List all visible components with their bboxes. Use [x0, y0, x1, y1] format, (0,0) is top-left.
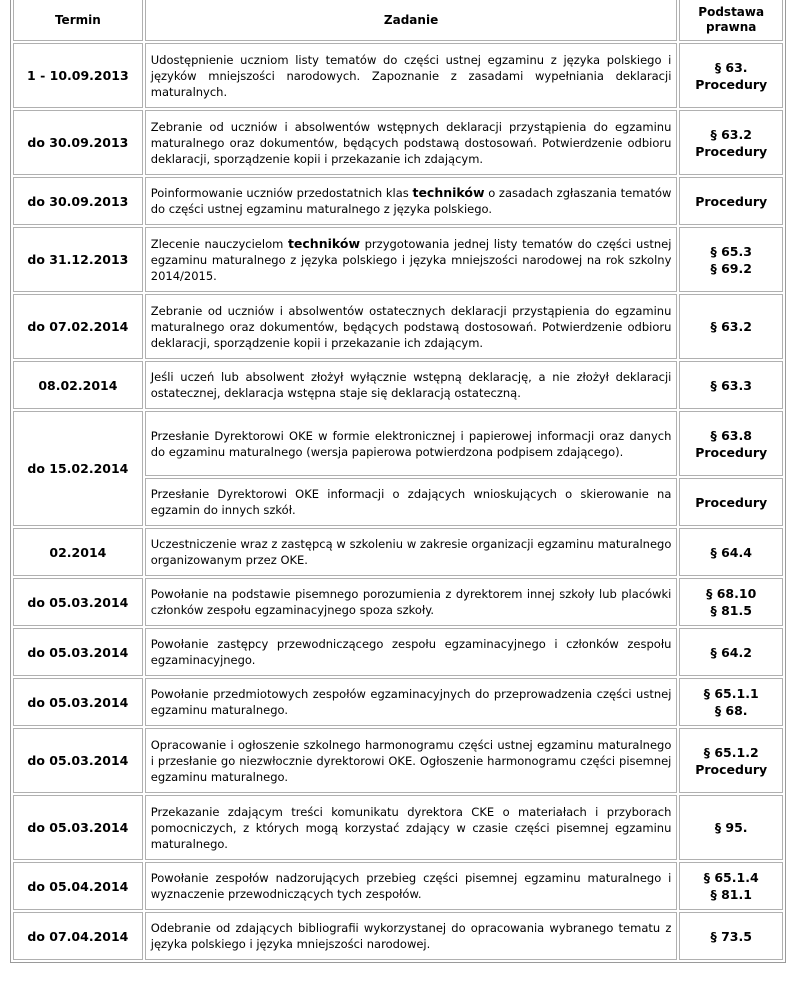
legal-cell	[679, 478, 783, 526]
task-cell: Powołanie przedmiotowych zespołów egzaminacyjnych do przeprowadzenia części ustnej egzaminu maturalnego.	[145, 678, 678, 726]
term-cell: do 15.02.2014	[13, 411, 143, 526]
table-row	[13, 110, 783, 175]
table-row	[13, 912, 783, 960]
legal-cell	[679, 361, 783, 409]
header-podstawa	[679, 0, 783, 41]
legal-cell	[679, 678, 783, 726]
table-row	[13, 578, 783, 626]
legal-ref: § 64.2	[710, 644, 752, 660]
term-cell: do 05.03.2014	[13, 628, 143, 676]
legal-ref: Procedury	[695, 76, 768, 92]
legal-cell	[679, 43, 783, 108]
table-row	[13, 862, 783, 910]
legal-ref: § 63.8	[710, 427, 752, 443]
table-row	[13, 177, 783, 225]
legal-cell	[679, 528, 783, 576]
term-cell: do 07.04.2014	[13, 912, 143, 960]
legal-cell	[679, 578, 783, 626]
term-cell: do 30.09.2013	[13, 110, 143, 175]
term-cell: 1 - 10.09.2013	[13, 43, 143, 108]
legal-ref: § 68.	[714, 703, 748, 718]
legal-ref: § 65.1.4	[703, 870, 759, 885]
legal-cell	[679, 728, 783, 793]
table-row	[13, 227, 783, 292]
legal-cell	[679, 110, 783, 175]
task-text: Zlecenie nauczycielom	[150, 236, 288, 251]
table-row	[13, 43, 783, 108]
term-cell: do 07.02.2014	[13, 294, 143, 359]
task-cell: Odebranie od zdających bibliografii wykorzystanej do opracowania wybranego tematu z języka polskiego i języka mniejszości narodowej.	[145, 912, 678, 960]
task-emphasis: techników	[412, 185, 485, 200]
task-cell: Opracowanie i ogłoszenie szkolnego harmonogramu części ustnej egzaminu maturalnego i przesłanie go niezwłocznie dyrektorowi OKE. Ogłoszenie harmonogramu części pisemnej egzaminu maturalnego.	[145, 728, 678, 793]
table-row	[13, 411, 783, 476]
task-cell: Zebranie od uczniów i absolwentów ostatecznych deklaracji przystąpienia do egzaminu maturalnego oraz dokumentów, będących podstawą dostosowań. Potwierdzenie odbioru deklaracji, sporządzenie kopii i przekazanie ich zdającym.	[145, 294, 678, 359]
task-cell: Powołanie zespołów nadzorujących przebieg części pisemnej egzaminu maturalnego i wyznaczenie przewodniczących tych zespołów.	[145, 862, 678, 910]
legal-ref: § 64.4	[710, 544, 752, 560]
legal-cell	[679, 177, 783, 225]
term-cell: do 05.03.2014	[13, 795, 143, 860]
legal-ref: Procedury	[695, 193, 768, 209]
legal-ref: § 63.	[714, 59, 748, 75]
table-row	[13, 678, 783, 726]
legal-ref: § 73.5	[710, 928, 752, 944]
term-cell: do 05.04.2014	[13, 862, 143, 910]
task-text: o zasadach zgłaszania tematów do części ustnej egzaminu maturalnego z języka polskiego.	[150, 186, 672, 216]
header-podstawa-line1: Podstawa	[698, 5, 765, 19]
task-cell	[145, 227, 678, 292]
term-cell: 08.02.2014	[13, 361, 143, 409]
legal-cell	[679, 795, 783, 860]
legal-cell	[679, 411, 783, 476]
term-cell: 02.2014	[13, 528, 143, 576]
schedule-table	[10, 0, 786, 963]
task-cell: Zebranie od uczniów i absolwentów wstępnych deklaracji przystąpienia do egzaminu maturalnego oraz dokumentów, będących podstawą dostosowań. Potwierdzenie odbioru deklaracji, sporządzenie kopii i przekazanie ich zdającym.	[145, 110, 678, 175]
task-text: przygotowania jednej listy tematów do części ustnej egzaminu maturalnego z języka polskiego i języka mniejszości narodowej na rok szkolny 2014/2015.	[150, 236, 672, 283]
term-cell: do 05.03.2014	[13, 578, 143, 626]
task-cell: Powołanie zastępcy przewodniczącego zespołu egzaminacyjnego i członków zespołu egzaminacyjnego.	[145, 628, 678, 676]
table-row	[13, 795, 783, 860]
legal-ref: § 65.1.2	[703, 744, 759, 760]
legal-ref: § 81.5	[710, 603, 752, 618]
legal-cell	[679, 294, 783, 359]
header-row	[13, 0, 783, 41]
term-cell: do 05.03.2014	[13, 728, 143, 793]
header-termin: Termin	[13, 0, 143, 41]
legal-ref: § 63.2	[710, 319, 752, 334]
table-row	[13, 528, 783, 576]
header-zadanie: Zadanie	[145, 0, 678, 41]
table-row	[13, 628, 783, 676]
legal-ref: Procedury	[695, 494, 768, 510]
legal-ref: § 63.2	[710, 126, 752, 142]
task-cell: Przesłanie Dyrektorowi OKE w formie elektronicznej i papierowej informacji oraz danych do egzaminu maturalnego (wersja papierowa potwierdzona podpisem zdającego).	[145, 411, 678, 476]
legal-ref: § 69.2	[710, 260, 752, 276]
legal-ref: § 95.	[714, 820, 748, 835]
legal-cell	[679, 628, 783, 676]
legal-cell	[679, 912, 783, 960]
schedule-page	[10, 0, 786, 963]
legal-cell	[679, 862, 783, 910]
legal-ref: Procedury	[695, 444, 768, 460]
task-cell	[145, 177, 678, 225]
table-row	[13, 294, 783, 359]
header-podstawa-line2: prawna	[706, 20, 757, 34]
legal-ref: Procedury	[695, 143, 768, 159]
legal-ref: § 65.3	[710, 243, 752, 259]
legal-cell	[679, 227, 783, 292]
table-row	[13, 728, 783, 793]
term-cell: do 31.12.2013	[13, 227, 143, 292]
legal-ref: Procedury	[695, 761, 768, 777]
term-cell: do 30.09.2013	[13, 177, 143, 225]
legal-ref: § 81.1	[710, 887, 752, 902]
task-cell: Powołanie na podstawie pisemnego porozumienia z dyrektorem innej szkoły lub placówki członków zespołu egzaminacyjnego spoza szkoły.	[145, 578, 678, 626]
task-cell: Udostępnienie uczniom listy tematów do części ustnej egzaminu z języka polskiego i języków mniejszości narodowych. Zapoznanie z zasadami wypełniania deklaracji maturalnych.	[145, 43, 678, 108]
legal-ref: § 65.1.1	[703, 686, 759, 701]
task-cell: Jeśli uczeń lub absolwent złożył wyłącznie wstępną deklarację, a nie złożył deklaracji ostatecznej, deklaracja wstępna staje się deklaracją ostateczną.	[145, 361, 678, 409]
term-cell: do 05.03.2014	[13, 678, 143, 726]
task-emphasis: techników	[287, 235, 360, 251]
table-row	[13, 361, 783, 409]
task-cell: Przesłanie Dyrektorowi OKE informacji o zdających wnioskujących o skierowanie na egzamin do innych szkół.	[145, 478, 678, 526]
task-cell: Uczestniczenie wraz z zastępcą w szkoleniu w zakresie organizacji egzaminu maturalnego organizowanym przez OKE.	[145, 528, 678, 576]
task-cell: Przekazanie zdającym treści komunikatu dyrektora CKE o materiałach i przyborach pomocniczych, z których mogą korzystać zdający w czasie części pisemnej egzaminu maturalnego.	[145, 795, 678, 860]
legal-ref: § 63.3	[710, 377, 752, 393]
legal-ref: § 68.10	[706, 586, 757, 601]
task-text: Poinformowanie uczniów przedostatnich klas	[150, 186, 413, 200]
